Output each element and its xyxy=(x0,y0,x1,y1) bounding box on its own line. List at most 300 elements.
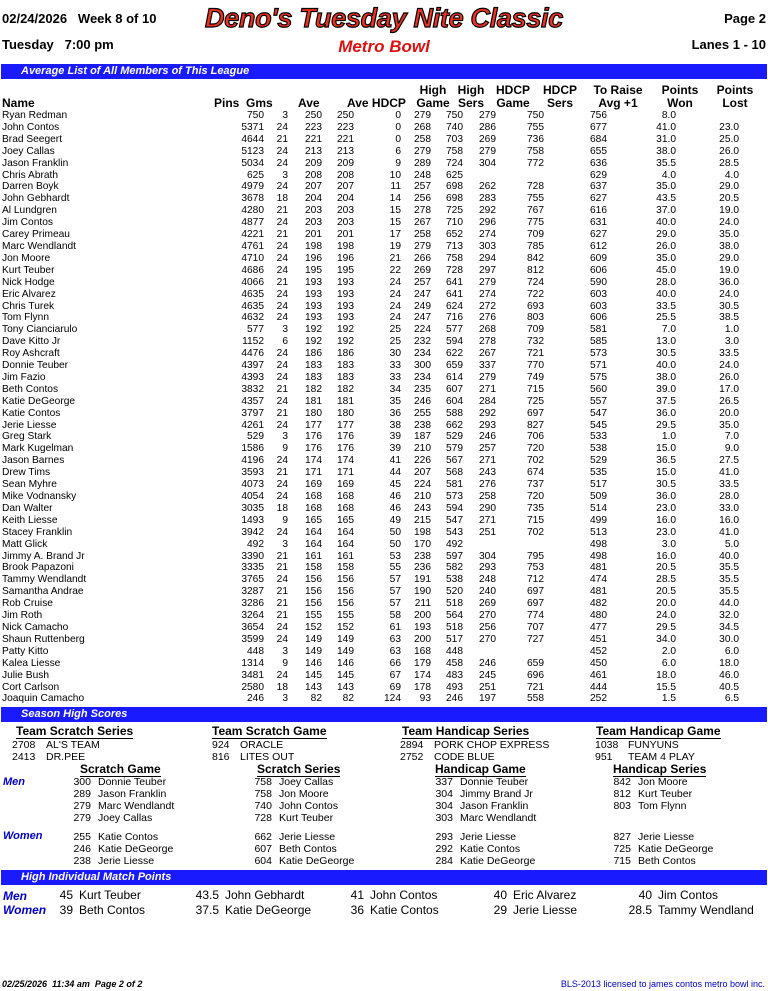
individual-score: 284 xyxy=(435,855,453,867)
cell-gms: 3 xyxy=(282,110,288,121)
cell-name: Sean Myhre xyxy=(2,479,57,491)
bowler-row xyxy=(2,586,739,598)
cell-name: Julie Bush xyxy=(2,669,50,681)
cell-ave-hdcp-spacer: 183 xyxy=(337,371,354,383)
cell-hdcp-game: 304 xyxy=(479,550,496,562)
team-handicap-series-heading: Team Handicap Series xyxy=(402,724,530,738)
bowler-row xyxy=(2,181,739,193)
cell-to-raise: 606 xyxy=(590,264,607,276)
cell-ave-hdcp-spacer: 176 xyxy=(337,431,354,443)
cell-ave: 169 xyxy=(305,479,322,491)
cell-to-raise: 252 xyxy=(590,693,607,705)
cell-high-game: 210 xyxy=(414,443,431,455)
cell-high-game: 279 xyxy=(414,145,431,157)
cell-hdcp-sers: 721 xyxy=(527,348,544,360)
cell-high-sers: 713 xyxy=(446,240,463,252)
cell-high-sers: 710 xyxy=(446,217,463,229)
cell-gms: 24 xyxy=(276,526,288,538)
cell-hdcp-sers: 727 xyxy=(527,633,544,645)
cell-pins: 4196 xyxy=(241,455,264,467)
cell-hdcp-game: 290 xyxy=(479,502,496,514)
cell-ave-hdcp-spacer: 183 xyxy=(337,360,354,372)
cell-to-raise: 655 xyxy=(590,145,607,157)
bowler-row xyxy=(2,289,739,301)
cell-ave: 193 xyxy=(305,276,322,288)
team-name: PORK CHOP EXPRESS xyxy=(434,739,550,751)
cell-hdcp-game: 246 xyxy=(479,431,496,443)
cell-hdcp: 61 xyxy=(389,621,401,633)
match-points-value: 37.5 xyxy=(195,903,219,917)
cell-high-game: 200 xyxy=(414,633,431,645)
cell-pins: 3264 xyxy=(241,610,264,622)
cell-ave-hdcp-spacer: 196 xyxy=(337,252,354,264)
bowler-row xyxy=(2,193,739,205)
cell-hdcp-game: 271 xyxy=(479,455,496,467)
cell-hdcp: 49 xyxy=(389,514,401,526)
cell-pins: 3797 xyxy=(241,407,264,419)
cell-name: Jim Contos xyxy=(2,217,53,229)
cell-points-won: 18.0 xyxy=(656,669,676,681)
cell-high-game: 268 xyxy=(414,121,431,133)
cell-ave-hdcp-spacer: 180 xyxy=(337,407,354,419)
cell-high-game: 248 xyxy=(414,169,431,181)
cell-hdcp-sers: 770 xyxy=(527,360,544,372)
bowler-name: Kurt Teuber xyxy=(279,812,334,824)
cell-ave: 186 xyxy=(305,348,322,360)
cell-hdcp: 21 xyxy=(389,252,401,264)
cell-points-won: 4.0 xyxy=(661,169,676,181)
cell-high-game: 243 xyxy=(414,502,431,514)
cell-high-sers: 750 xyxy=(446,110,463,121)
cell-name: John Gebhardt xyxy=(2,193,70,205)
cell-points-lost: 33.0 xyxy=(719,502,739,514)
col-gms: Gms xyxy=(246,96,273,110)
bowler-row xyxy=(2,420,739,432)
cell-to-raise: 498 xyxy=(590,550,607,562)
cell-points-lost: 19.0 xyxy=(719,264,739,276)
cell-to-raise: 482 xyxy=(590,598,607,610)
cell-high-sers: 725 xyxy=(446,205,463,217)
cell-to-raise: 557 xyxy=(590,395,607,407)
cell-hdcp-game: 272 xyxy=(479,300,496,312)
cell-points-lost: 41.0 xyxy=(719,467,739,479)
cell-ave-hdcp-spacer: 209 xyxy=(337,157,354,169)
cell-hdcp: 34 xyxy=(389,383,401,395)
cell-high-sers: 568 xyxy=(446,467,463,479)
individual-score: 279 xyxy=(73,812,91,824)
cell-hdcp-game: 279 xyxy=(479,371,496,383)
col-ave: Ave xyxy=(298,96,320,110)
cell-name: Drew Tims xyxy=(2,467,51,479)
cell-name: Rob Cruise xyxy=(2,598,53,610)
cell-high-game: 93 xyxy=(419,693,431,705)
cell-ave-hdcp-spacer: 174 xyxy=(337,455,354,467)
cell-points-lost: 23.0 xyxy=(719,121,739,133)
cell-hdcp-sers: 709 xyxy=(527,229,544,241)
cell-high-game: 168 xyxy=(414,645,431,657)
cell-ave: 207 xyxy=(305,181,322,193)
cell-name: Kurt Teuber xyxy=(2,264,55,276)
cell-high-game: 226 xyxy=(414,455,431,467)
cell-hdcp: 0 xyxy=(395,110,401,121)
cell-gms: 9 xyxy=(282,443,288,455)
cell-hdcp-sers: 755 xyxy=(527,121,544,133)
cell-hdcp-game: 267 xyxy=(479,348,496,360)
bowler-row xyxy=(2,479,739,491)
cell-hdcp-game: 279 xyxy=(479,276,496,288)
cell-gms: 24 xyxy=(276,145,288,157)
cell-high-sers: 716 xyxy=(446,312,463,324)
cell-hdcp-sers: 558 xyxy=(527,693,544,705)
cell-points-won: 28.0 xyxy=(656,276,676,288)
cell-name: Ryan Redman xyxy=(2,110,68,121)
cell-high-sers: 573 xyxy=(446,491,463,502)
cell-hdcp-sers: 755 xyxy=(527,193,544,205)
cell-hdcp-game xyxy=(463,646,496,658)
cell-hdcp-game: 248 xyxy=(479,574,496,586)
cell-ave-hdcp-spacer: 177 xyxy=(337,419,354,431)
cell-gms: 21 xyxy=(276,467,288,479)
cell-pins: 1586 xyxy=(241,443,264,455)
cell-pins: 4476 xyxy=(241,348,264,360)
cell-to-raise: 538 xyxy=(590,443,607,455)
cell-hdcp-game: 270 xyxy=(479,633,496,645)
cell-high-game: 246 xyxy=(414,395,431,407)
cell-to-raise: 533 xyxy=(590,431,607,443)
cell-ave-hdcp-spacer: 186 xyxy=(337,348,354,360)
bowler-name: Katie Contos xyxy=(98,831,159,843)
cell-to-raise: 627 xyxy=(590,193,607,205)
cell-points-won: 36.0 xyxy=(656,491,676,502)
cell-hdcp-sers: 774 xyxy=(527,610,544,622)
cell-high-game: 207 xyxy=(414,467,431,479)
cell-hdcp: 45 xyxy=(389,479,401,491)
cell-hdcp-sers: 827 xyxy=(527,419,544,431)
cell-gms: 3 xyxy=(282,324,288,336)
cell-pins: 4979 xyxy=(241,181,264,193)
cell-name: Darren Boyk xyxy=(2,181,59,193)
cell-hdcp-sers: 674 xyxy=(527,467,544,479)
cell-ave-hdcp-spacer: 213 xyxy=(337,145,354,157)
cell-name: Jason Franklin xyxy=(2,157,69,169)
cell-to-raise: 560 xyxy=(590,383,607,395)
cell-ave-hdcp-spacer: 195 xyxy=(337,264,354,276)
cell-high-game: 238 xyxy=(414,550,431,562)
bowler-row xyxy=(2,551,739,563)
cell-ave-hdcp-spacer: 156 xyxy=(337,574,354,586)
col-hdcp-sers: HDCP Sers xyxy=(542,83,577,110)
cell-hdcp-game: 337 xyxy=(479,360,496,372)
bowler-row xyxy=(2,110,739,122)
cell-pins: 3593 xyxy=(241,467,264,479)
cell-hdcp-sers: 721 xyxy=(527,681,544,693)
cell-ave-hdcp-spacer: 176 xyxy=(337,443,354,455)
cell-ave: 164 xyxy=(305,526,322,538)
cell-ave-hdcp-spacer: 156 xyxy=(337,586,354,598)
cell-hdcp-sers: 715 xyxy=(527,514,544,526)
cell-high-game: 234 xyxy=(414,371,431,383)
bowler-name: Katie DeGeorge xyxy=(460,855,536,867)
cell-pins: 1314 xyxy=(241,657,264,669)
bowler-row xyxy=(2,658,739,670)
cell-ave: 250 xyxy=(305,110,322,121)
cell-hdcp-sers: 722 xyxy=(527,288,544,300)
cell-ave-hdcp-spacer: 164 xyxy=(337,526,354,538)
cell-ave: 201 xyxy=(305,229,322,241)
cell-hdcp-sers: 750 xyxy=(527,110,544,121)
bowler-name: Jon Moore xyxy=(638,776,688,788)
cell-hdcp-sers: 720 xyxy=(527,491,544,502)
cell-to-raise: 450 xyxy=(590,657,607,669)
cell-gms: 6 xyxy=(282,336,288,348)
cell-to-raise: 481 xyxy=(590,586,607,598)
cell-points-won: 31.0 xyxy=(656,133,676,145)
cell-hdcp: 0 xyxy=(395,121,401,133)
cell-name: Shaun Ruttenberg xyxy=(2,633,85,645)
bowler-name: Katie DeGeorge xyxy=(279,855,355,867)
cell-high-sers: 604 xyxy=(446,395,463,407)
cell-hdcp-game: 274 xyxy=(479,288,496,300)
cell-ave: 181 xyxy=(305,395,322,407)
bowler-row xyxy=(2,396,739,408)
cell-hdcp: 10 xyxy=(389,169,401,181)
cell-high-sers: 698 xyxy=(446,181,463,193)
bowler-name: Donnie Teuber xyxy=(98,776,167,788)
match-points-bowler: Tammy Wendland xyxy=(658,903,754,917)
cell-points-lost: 20.5 xyxy=(719,193,739,205)
cell-hdcp: 14 xyxy=(389,193,401,205)
cell-high-game: 215 xyxy=(414,514,431,526)
cell-gms: 24 xyxy=(276,264,288,276)
cell-high-sers: 641 xyxy=(446,276,463,288)
cell-gms: 9 xyxy=(282,514,288,526)
cell-points-won: 7.0 xyxy=(661,324,676,336)
bowler-row xyxy=(2,634,739,646)
cell-ave-hdcp-spacer: 168 xyxy=(337,502,354,514)
cell-hdcp-game: 258 xyxy=(479,491,496,502)
cell-hdcp-sers xyxy=(496,539,544,551)
cell-hdcp: 69 xyxy=(389,681,401,693)
cell-name: Dave Kitto Jr xyxy=(2,336,61,348)
cell-ave: 156 xyxy=(305,574,322,586)
cell-hdcp-game: 279 xyxy=(479,145,496,157)
cell-points-won: 6.0 xyxy=(661,657,676,669)
cell-points-won: 15.0 xyxy=(656,467,676,479)
cell-name: Matt Glick xyxy=(2,538,48,550)
individual-score: 604 xyxy=(254,855,272,867)
cell-pins: 3035 xyxy=(241,502,264,514)
cell-points-lost: 35.0 xyxy=(719,229,739,241)
cell-pins: 3599 xyxy=(241,633,264,645)
cell-hdcp-sers: 767 xyxy=(527,205,544,217)
cell-high-sers: 625 xyxy=(446,169,463,181)
cell-to-raise: 547 xyxy=(590,407,607,419)
cell-high-sers: 564 xyxy=(446,610,463,622)
cell-to-raise: 756 xyxy=(590,110,607,121)
cell-gms: 21 xyxy=(276,562,288,574)
cell-high-game: 256 xyxy=(414,193,431,205)
cell-hdcp: 22 xyxy=(389,264,401,276)
bowler-name: Katie DeGeorge xyxy=(638,843,714,855)
cell-points-lost: 35.0 xyxy=(719,419,739,431)
cell-high-game: 258 xyxy=(414,229,431,241)
bowler-row xyxy=(2,646,739,658)
report-date-week xyxy=(2,11,156,26)
bowler-row xyxy=(2,205,739,217)
cell-ave-hdcp-spacer: 149 xyxy=(337,645,354,657)
cell-name: Stacey Franklin xyxy=(2,526,73,538)
cell-points-lost: 35.5 xyxy=(719,574,739,586)
week-label: Week 8 of 10 xyxy=(77,11,157,26)
cell-points-lost: 38.0 xyxy=(719,240,739,252)
cell-to-raise: 627 xyxy=(590,229,607,241)
cell-to-raise: 529 xyxy=(590,455,607,467)
cell-pins: 577 xyxy=(247,324,264,336)
bowler-name: Jimmy Brand Jr xyxy=(460,788,533,800)
cell-points-won: 35.5 xyxy=(656,157,676,169)
cell-points-lost: 34.5 xyxy=(719,621,739,633)
cell-ave: 156 xyxy=(305,598,322,610)
cell-name: Jerie Liesse xyxy=(2,419,57,431)
bowler-row xyxy=(2,158,739,170)
match-points-value: 29 xyxy=(493,903,507,917)
cell-gms: 3 xyxy=(282,645,288,657)
cell-points-lost: 35.5 xyxy=(719,586,739,598)
bowler-name: Katie DeGeorge xyxy=(98,843,174,855)
cell-name: Nick Camacho xyxy=(2,621,69,633)
cell-points-lost: 6.5 xyxy=(724,693,739,705)
cell-high-game: 187 xyxy=(414,431,431,443)
cell-points-won: 13.0 xyxy=(656,336,676,348)
cell-hdcp-sers: 696 xyxy=(527,669,544,681)
cell-hdcp: 0 xyxy=(395,133,401,145)
cell-ave: 161 xyxy=(305,550,322,562)
cell-hdcp: 39 xyxy=(389,443,401,455)
cell-hdcp-sers xyxy=(496,646,544,658)
cell-high-game: 247 xyxy=(414,288,431,300)
cell-points-lost: 19.0 xyxy=(719,205,739,217)
bowler-name: Kurt Teuber xyxy=(638,788,693,800)
bowler-row xyxy=(2,443,739,455)
cell-points-won: 40.0 xyxy=(656,288,676,300)
cell-high-game: 257 xyxy=(414,276,431,288)
cell-hdcp-game: 286 xyxy=(479,121,496,133)
cell-gms: 21 xyxy=(276,229,288,241)
bowler-row xyxy=(2,574,739,586)
bowler-row xyxy=(2,431,739,443)
cell-ave-hdcp-spacer: 181 xyxy=(337,395,354,407)
cell-hdcp: 124 xyxy=(384,693,401,705)
scratch-game-heading: Scratch Game xyxy=(80,762,161,776)
cell-hdcp-game: 251 xyxy=(479,681,496,693)
cell-points-won: 40.0 xyxy=(656,360,676,372)
cell-high-sers: 520 xyxy=(446,586,463,598)
cell-to-raise: 461 xyxy=(590,669,607,681)
match-points-title: High Individual Match Points xyxy=(21,871,172,883)
cell-hdcp-sers: 724 xyxy=(527,276,544,288)
individual-score: 827 xyxy=(613,831,631,843)
cell-points-won: 33.5 xyxy=(656,300,676,312)
cell-ave-hdcp-spacer: 168 xyxy=(337,491,354,502)
cell-ave: 156 xyxy=(305,586,322,598)
cell-hdcp-game: 297 xyxy=(479,264,496,276)
cell-name: Greg Stark xyxy=(2,431,52,443)
bowler-row xyxy=(2,598,739,610)
cell-ave-hdcp-spacer: 152 xyxy=(337,621,354,633)
team-name: FUNYUNS xyxy=(628,739,679,751)
cell-points-lost: 26.5 xyxy=(719,395,739,407)
cell-ave-hdcp-spacer: 193 xyxy=(337,300,354,312)
match-points-value: 36 xyxy=(350,903,364,917)
cell-hdcp: 24 xyxy=(389,300,401,312)
cell-points-won: 37.0 xyxy=(656,205,676,217)
cell-hdcp-game: 257 xyxy=(479,443,496,455)
cell-points-won: 15.0 xyxy=(656,443,676,455)
cell-hdcp: 46 xyxy=(389,491,401,502)
cell-ave-hdcp-spacer: 198 xyxy=(337,240,354,252)
cell-hdcp-game: 292 xyxy=(479,407,496,419)
cell-high-sers: 728 xyxy=(446,264,463,276)
season-high-title: Season High Scores xyxy=(21,708,128,720)
cell-hdcp: 46 xyxy=(389,502,401,514)
cell-points-won: 30.5 xyxy=(656,348,676,360)
cell-name: Donnie Teuber xyxy=(2,360,69,372)
average-table-body xyxy=(2,110,739,705)
cell-hdcp-game: 293 xyxy=(479,562,496,574)
cell-pins: 4686 xyxy=(241,264,264,276)
cell-hdcp: 30 xyxy=(389,348,401,360)
bowler-name: Jon Moore xyxy=(279,788,329,800)
cell-gms: 24 xyxy=(276,419,288,431)
cell-points-won: 29.5 xyxy=(656,621,676,633)
bowler-name: Joey Callas xyxy=(98,812,153,824)
cell-pins: 4710 xyxy=(241,252,264,264)
cell-gms: 18 xyxy=(276,193,288,205)
cell-pins: 4632 xyxy=(241,312,264,324)
cell-points-lost: 18.0 xyxy=(719,657,739,669)
cell-ave-hdcp-spacer: 201 xyxy=(337,229,354,241)
cell-ave-hdcp-spacer: 165 xyxy=(337,514,354,526)
printed-timestamp: 02/25/2026 11:34 am Page 2 of 2 xyxy=(2,979,143,989)
individual-score: 607 xyxy=(254,843,272,855)
cell-gms: 24 xyxy=(276,360,288,372)
team-name: CODE BLUE xyxy=(434,751,495,763)
cell-hdcp-sers: 842 xyxy=(527,252,544,264)
cell-hdcp-sers: 702 xyxy=(527,526,544,538)
average-column-headers xyxy=(0,82,768,110)
cell-pins: 4644 xyxy=(241,133,264,145)
cell-ave: 176 xyxy=(305,443,322,455)
cell-ave: 221 xyxy=(305,133,322,145)
cell-ave: 143 xyxy=(305,681,322,693)
cell-high-sers: 724 xyxy=(446,157,463,169)
cell-hdcp: 55 xyxy=(389,562,401,574)
cell-to-raise: 474 xyxy=(590,574,607,586)
cell-points-won: 35.0 xyxy=(656,252,676,264)
cell-gms: 3 xyxy=(282,538,288,550)
match-points-bowler: Eric Alvarez xyxy=(513,888,577,902)
cell-pins: 4261 xyxy=(241,419,264,431)
team-handicap-game-heading: Team Handicap Game xyxy=(596,724,721,738)
bowler-row xyxy=(2,539,739,551)
cell-name: Marc Wendlandt xyxy=(2,240,76,252)
cell-gms: 24 xyxy=(276,633,288,645)
cell-hdcp: 63 xyxy=(389,633,401,645)
bowler-row xyxy=(2,253,739,265)
cell-hdcp-game: 276 xyxy=(479,479,496,491)
bowler-name: Jason Franklin xyxy=(98,788,167,800)
mp-men-label: Men xyxy=(3,889,27,903)
